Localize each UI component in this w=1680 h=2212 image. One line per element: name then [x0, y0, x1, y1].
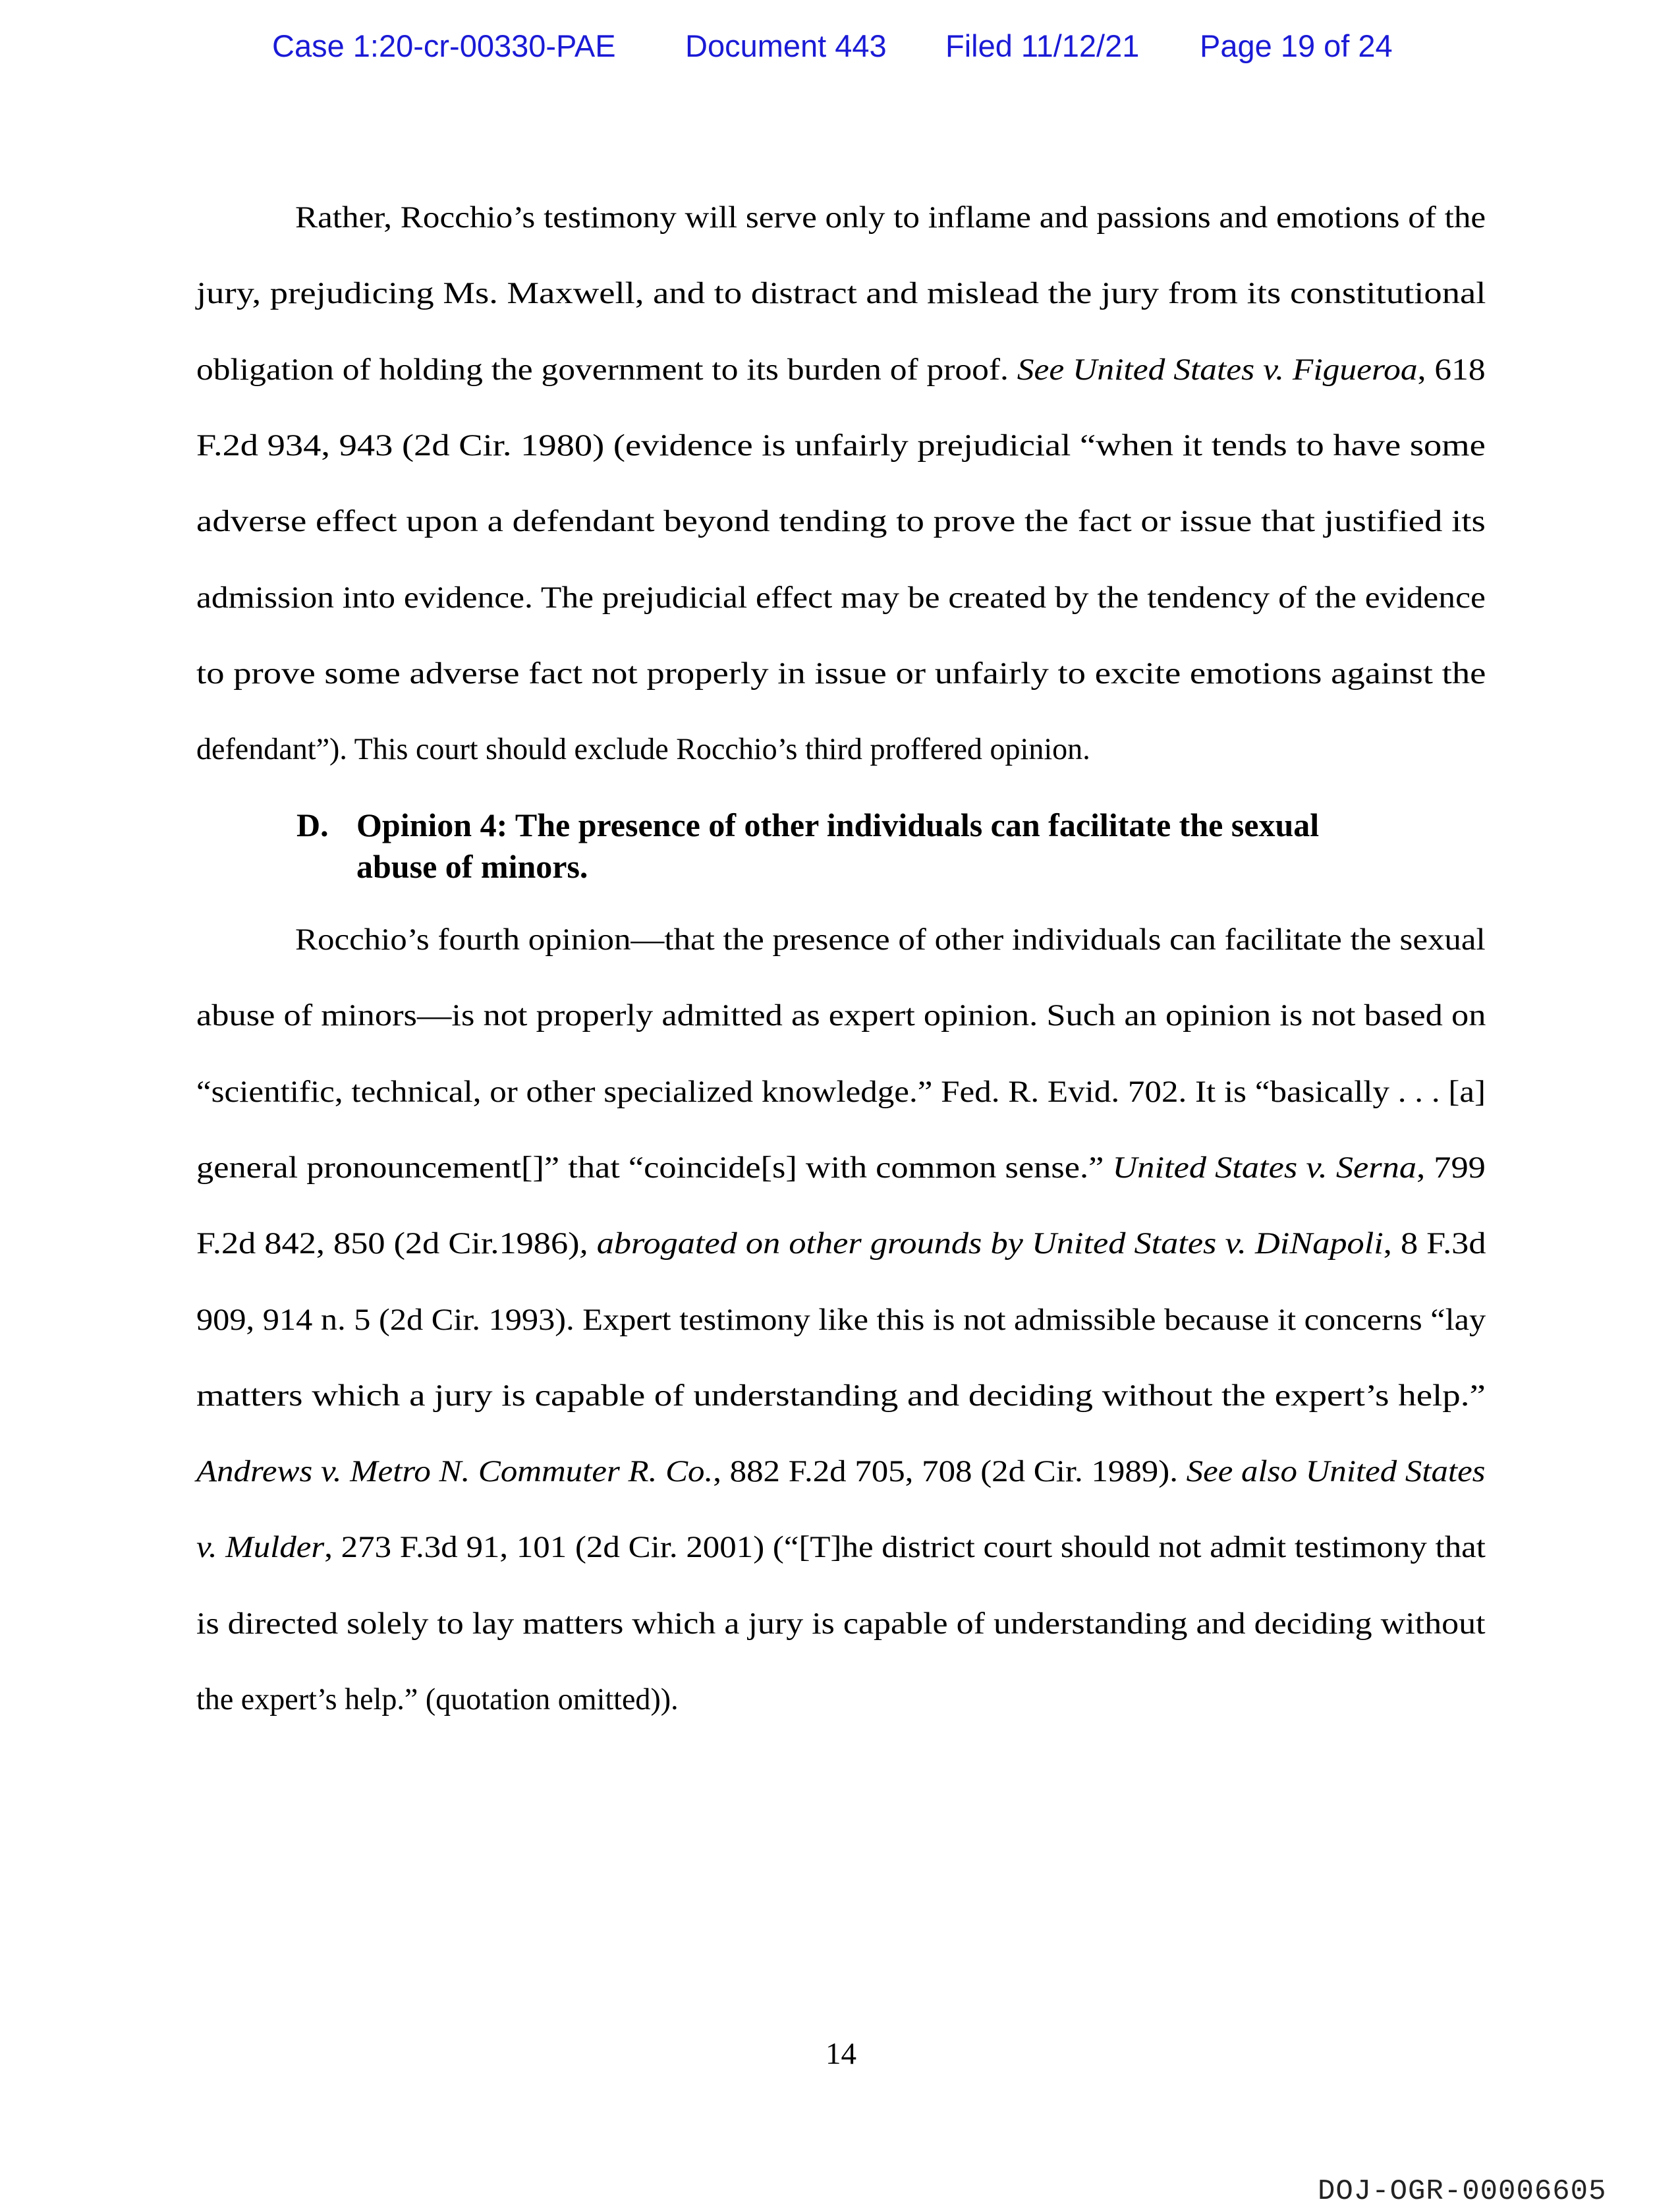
text-line: [196, 1452, 1485, 1491]
citation-italic: See United States v. Figueroa: [1017, 352, 1418, 387]
text-line: [295, 198, 1486, 237]
page-number: 14: [826, 2037, 856, 2071]
text-segment: admission into evidence. The prejudicial effect may be created by the tendency of the evidence: [196, 580, 1486, 615]
text-line: [196, 350, 1486, 389]
text-line: [196, 1527, 1486, 1567]
citation-italic: v. Mulder: [196, 1530, 325, 1565]
text-line: [196, 273, 1486, 313]
text-segment: F.2d 934, 943 (2d Cir. 1980) (evidence is unfairly prejudicial “when it tends to have some: [196, 428, 1486, 463]
case-header-stamp: [272, 28, 1405, 74]
section-heading-line-2: abuse of minors.: [356, 848, 588, 885]
text-line: [196, 729, 1090, 769]
document-number: Document 443: [685, 28, 887, 63]
text-segment: 909, 914 n. 5 (2d Cir. 1993). Expert testimony like this is not admissible because it concerns “lay: [196, 1302, 1486, 1337]
text-segment: Rather, Rocchio’s testimony will serve only to inflame and passions and emotions of the: [295, 200, 1486, 235]
citation-italic: See also United States: [1186, 1454, 1486, 1489]
text-segment: defendant”). This court should exclude Rocchio’s third proffered opinion.: [196, 732, 1090, 767]
text-segment: , 273 F.3d 91, 101 (2d Cir. 2001) (“[T]he district court should not admit testimony that: [324, 1530, 1486, 1565]
text-line: [196, 1680, 679, 1719]
text-line: [295, 920, 1486, 959]
text-line: [196, 1300, 1486, 1340]
section-heading-line-1: Opinion 4: The presence of other individuals can facilitate the sexual: [356, 807, 1320, 843]
text-segment: jury, prejudicing Ms. Maxwell, and to distract and mislead the jury from its constitutional: [196, 276, 1486, 311]
text-line: [196, 1072, 1486, 1112]
citation-italic: Andrews v. Metro N. Commuter R. Co.: [196, 1454, 714, 1489]
text-line: [196, 426, 1486, 465]
text-line: [196, 654, 1486, 693]
text-line: [196, 1148, 1486, 1187]
filed-date: Filed 11/12/21: [945, 28, 1140, 63]
text-line: [196, 501, 1486, 541]
text-segment: obligation of holding the government to its burden of proof.: [196, 352, 1017, 387]
text-segment: is directed solely to lay matters which a jury is capable of understanding and deciding without: [196, 1606, 1486, 1641]
text-segment: F.2d 842, 850 (2d Cir.1986): [196, 1226, 580, 1261]
text-line: [196, 1224, 1486, 1263]
text-segment: to prove some adverse fact not properly in issue or unfairly to excite emotions against the: [196, 656, 1486, 691]
bates-number: DOJ-OGR-00006605: [1318, 2175, 1607, 2208]
page-indicator: Page 19 of 24: [1200, 28, 1393, 63]
case-number: Case 1:20-cr-00330-PAE: [272, 28, 616, 63]
text-segment: , 799: [1416, 1150, 1486, 1185]
text-line: [196, 578, 1486, 617]
text-line: [196, 1376, 1486, 1415]
text-segment: adverse effect upon a defendant beyond tending to prove the fact or issue that justified its: [196, 504, 1486, 539]
text-line: [196, 1604, 1486, 1643]
text-segment: abuse of minors—is not properly admitted as expert opinion. Such an opinion is not based on: [196, 998, 1486, 1033]
text-segment: Rocchio’s fourth opinion—that the presence of other individuals can facilitate the sexual: [295, 922, 1486, 957]
text-segment: “scientific, technical, or other specialized knowledge.” Fed. R. Evid. 702. It is “basically . . . [a]: [196, 1074, 1486, 1109]
text-segment: general pronouncement[]” that “coincide[s] with common sense.”: [196, 1150, 1113, 1185]
citation-italic: United States v. Serna: [1112, 1150, 1417, 1185]
section-heading-letter: D.: [296, 807, 329, 843]
text-segment: the expert’s help.” (quotation omitted)).: [196, 1682, 679, 1716]
text-segment: , 618: [1417, 352, 1486, 387]
text-line: [196, 996, 1486, 1035]
text-segment: matters which a jury is capable of understanding and deciding without the expert’s help.”: [196, 1378, 1486, 1413]
text-segment: , 882 F.2d 705, 708 (2d Cir. 1989).: [713, 1454, 1187, 1489]
text-segment: , 8 F.3d: [1383, 1226, 1486, 1261]
citation-italic: , abrogated on other grounds by United States v. DiNapoli: [579, 1226, 1384, 1261]
